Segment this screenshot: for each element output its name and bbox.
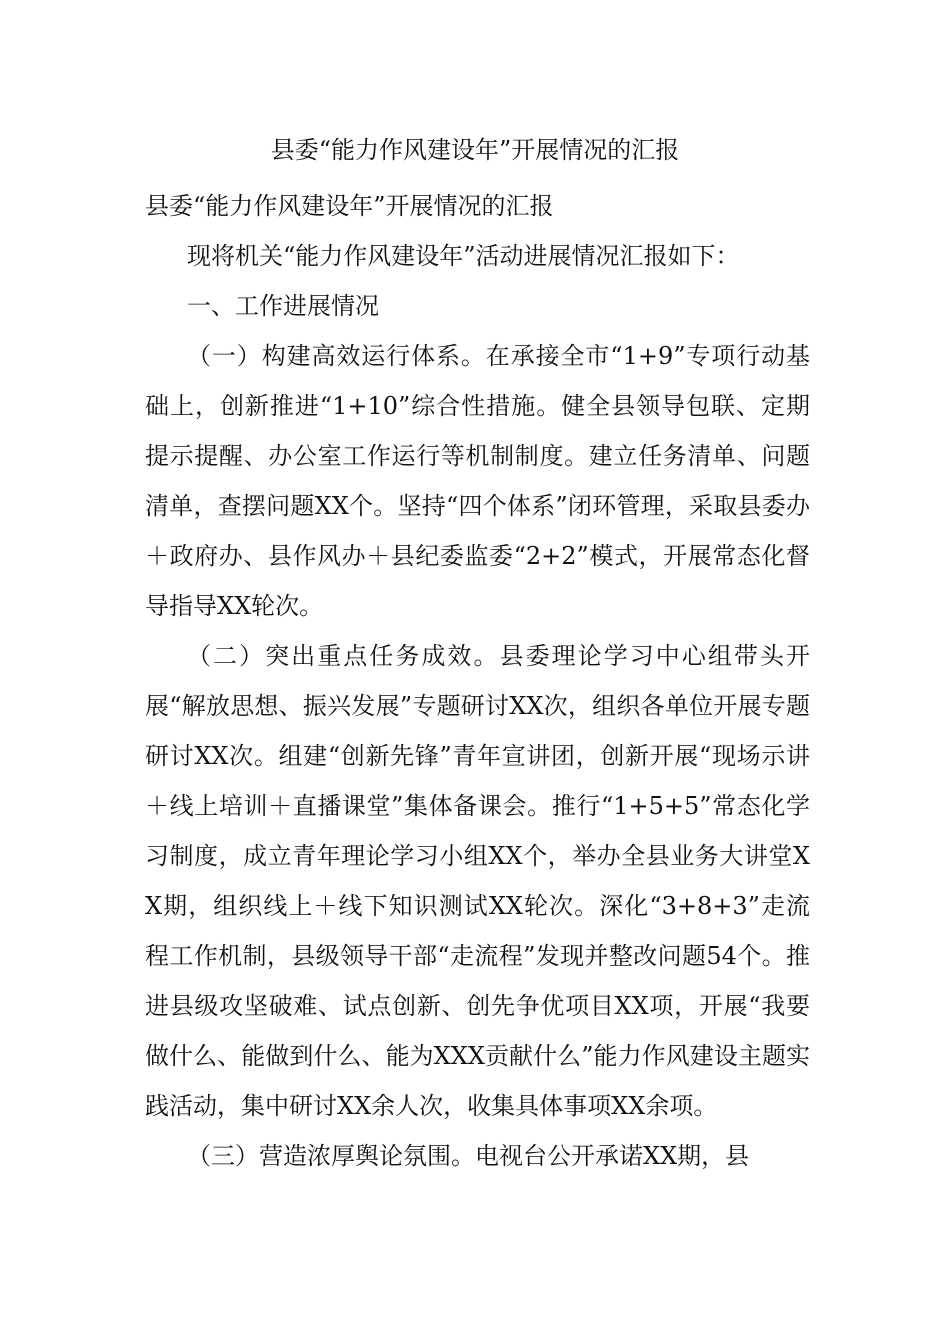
document-title: 县委“能力作风建设年”开展情况的汇报	[270, 136, 680, 164]
paragraph-2: （二）突出重点任务成效。县委理论学习中心组带头开展“解放思想、振兴发展”专题研讨XX次，组织各单位开展专题研讨XX次。组建“创新先锋”青年宣讲团，创新开展“现场示讲＋线上培训＋直播课堂”集体备课会。推行“1+5+5”常态化学习制度，成立青年理论学习小组XX个，举办全县业务大讲堂XX期，组织线上＋线下知识测试XX轮次。深化“3+8+3”走流程工作机制，县级领导干部“走流程”发现并整改问题54个。推进县级攻坚破难、试点创新、创先争优项目XX项，开展“我要做什么、能做到什么、能为XXX贡献什么”能力作风建设主题实践活动，集中研讨XX余人次，收集具体事项XX余项。	[145, 642, 810, 1120]
paragraph-3: （三）营造浓厚舆论氛围。电视台公开承诺XX期，县	[187, 1142, 750, 1170]
document-body	[145, 181, 810, 1181]
section-heading-1: 一、工作进展情况	[187, 292, 379, 320]
paragraph-1: （一）构建高效运行体系。在承接全市“1+9”专项行动基础上，创新推进“1+10”综合性措施。健全县领导包联、定期提示提醒、办公室工作运行等机制制度。建立任务清单、问题清单，查摆问题XX个。坚持“四个体系”闭环管理，采取县委办＋政府办、县作风办＋县纪委监委“2+2”模式，开展常态化督导指导XX轮次。	[145, 342, 810, 620]
intro-paragraph: 现将机关“能力作风建设年”活动进展情况汇报如下：	[187, 242, 740, 270]
subtitle-line: 县委“能力作风建设年”开展情况的汇报	[145, 192, 554, 220]
